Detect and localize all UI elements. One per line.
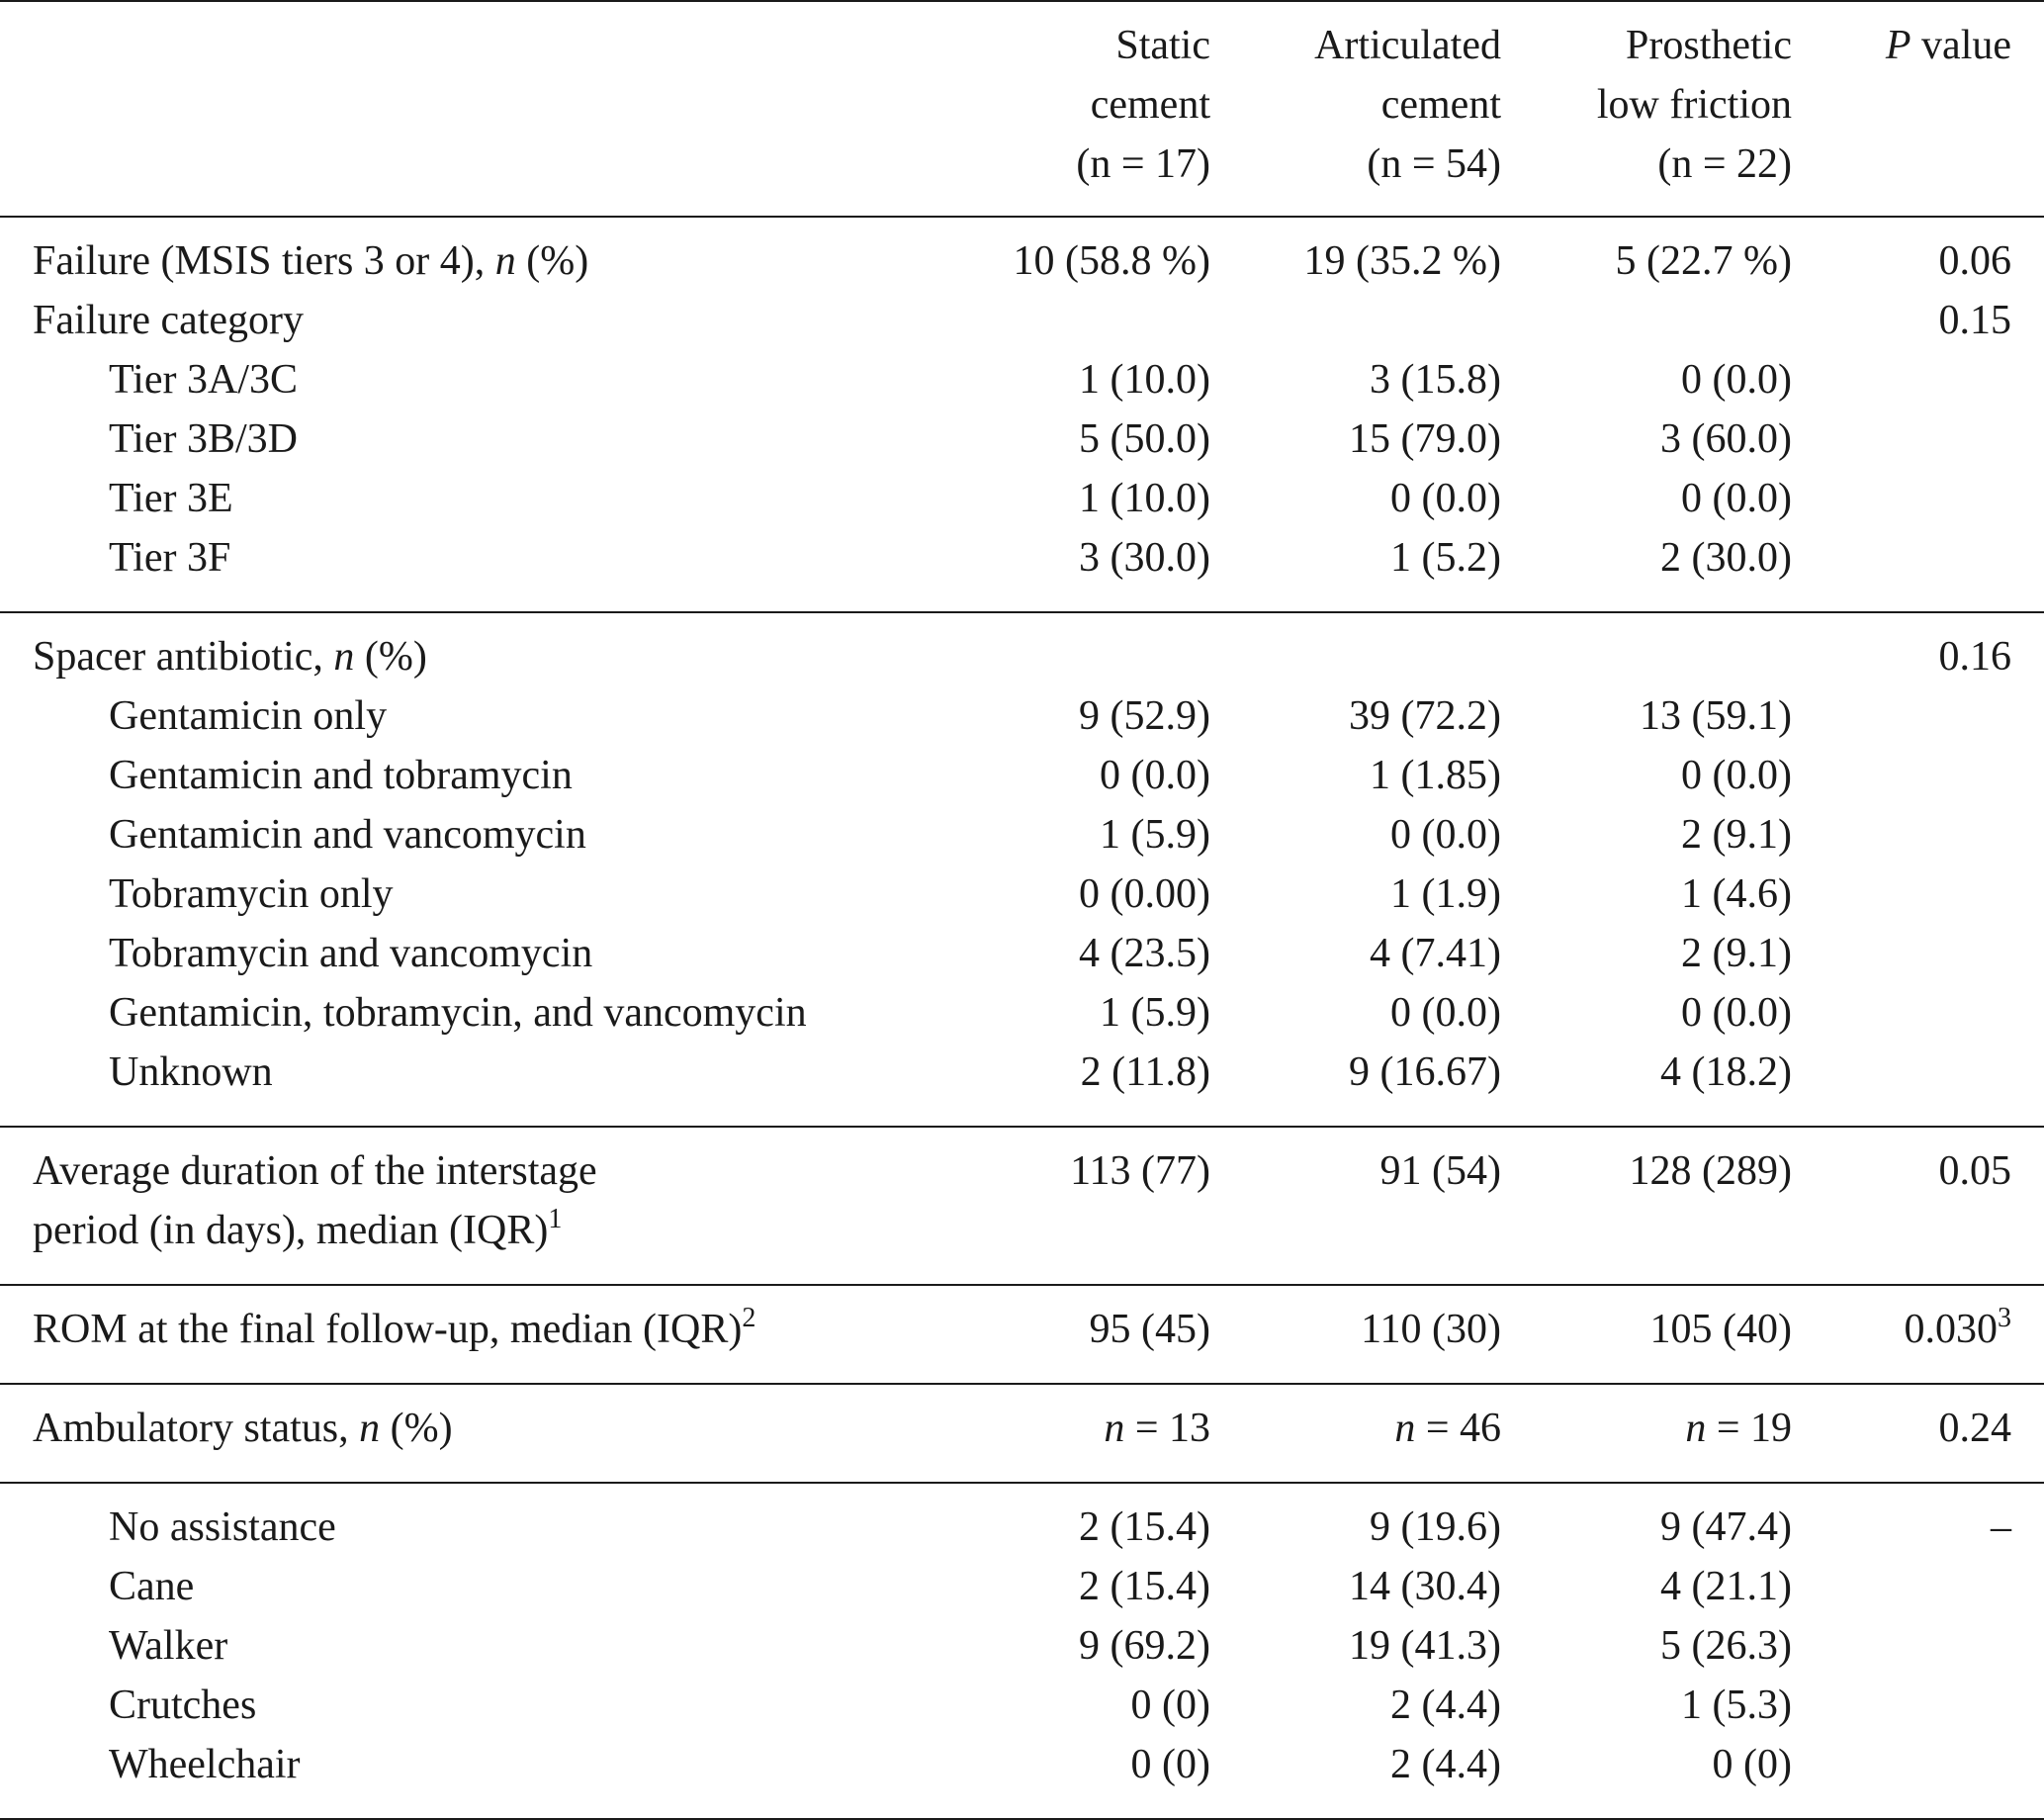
footnote-marker: 2 (742, 1303, 756, 1333)
ambulatory-section (0, 1384, 2044, 1483)
cell: 0 (0.0) (1390, 476, 1501, 521)
table-header (0, 1, 2044, 217)
cell: n = 19 (1501, 1384, 1792, 1483)
cell: 0 (0) (949, 1735, 1210, 1819)
cell: 19 (41.3) (1349, 1623, 1501, 1669)
cell: n = 46 (1210, 1384, 1501, 1483)
pvalue-cell: 0.06 (1792, 217, 2044, 291)
row-label: Gentamicin, tobramycin, and vancomycin (109, 990, 807, 1036)
row-label: Tier 3A/3C (109, 357, 298, 403)
cell: 0 (0.00) (1079, 871, 1210, 917)
failure-label: Failure (MSIS tiers 3 or 4), n (%) (0, 217, 949, 291)
cell: 3 (30.0) (1079, 535, 1210, 581)
table-row (0, 1735, 2044, 1819)
rom-label: ROM at the final follow-up, median (IQR)$^2$ (0, 1285, 949, 1384)
cell: 2 (4.4) (1210, 1735, 1501, 1819)
row-label: Gentamicin and vancomycin (109, 812, 586, 858)
table-row (0, 612, 2044, 686)
cell: 0 (0) (1130, 1683, 1210, 1728)
table-row (0, 1616, 2044, 1676)
cell: 9 (52.9) (1079, 693, 1210, 739)
cell: 0 (0.0) (1390, 990, 1501, 1036)
row-label: Wheelchair (0, 1735, 949, 1819)
failure-category-label: Failure category (33, 298, 305, 343)
header-static-line2: cement (1090, 82, 1210, 128)
cell: 4 (18.2) (1660, 1049, 1792, 1095)
cell: 1 (10.0) (1079, 357, 1210, 403)
cell: 3 (15.8) (1370, 357, 1501, 403)
header-articulated-line1: Articulated (1210, 1, 1501, 75)
cell: 4 (7.41) (1370, 931, 1501, 976)
cell: 4 (21.1) (1660, 1564, 1792, 1609)
table-row (0, 1676, 2044, 1735)
row-label: Tier 3B/3D (109, 416, 298, 462)
table-row (0, 1043, 2044, 1127)
assistance-section (0, 1483, 2044, 1819)
cell: 5 (22.7 %) (1501, 217, 1792, 291)
row-label: Tier 3F (109, 535, 231, 581)
cell: 1 (4.6) (1681, 871, 1792, 917)
table-row (0, 350, 2044, 410)
rom-section (0, 1285, 2044, 1384)
table-row (0, 217, 2044, 291)
table-row (0, 746, 2044, 805)
cell: 2 (9.1) (1681, 931, 1792, 976)
row-label: Tobramycin only (109, 871, 394, 917)
cell: 2 (15.4) (949, 1483, 1210, 1557)
row-label: Tier 3E (109, 476, 233, 521)
cell: 0 (0.0) (1681, 357, 1792, 403)
cell: 39 (72.2) (1349, 693, 1501, 739)
header-prosthetic-line3: (n = 22) (1657, 141, 1792, 187)
cell: 3 (60.0) (1660, 416, 1792, 462)
cell: 2 (9.1) (1681, 812, 1792, 858)
cell: 13 (59.1) (1640, 693, 1792, 739)
cell: 91 (54) (1210, 1127, 1501, 1201)
cell: 110 (30) (1210, 1285, 1501, 1384)
table-row (0, 291, 2044, 350)
table-row (0, 1127, 2044, 1201)
cell: 2 (15.4) (1079, 1564, 1210, 1609)
pvalue-cell: 0.030$^3$ (1792, 1285, 2044, 1384)
pvalue-cell: 0.15 (1938, 298, 2011, 343)
cell: 1 (10.0) (1079, 476, 1210, 521)
spacer-section (0, 612, 2044, 1127)
table-row (0, 410, 2044, 469)
pvalue-cell: 0.16 (1792, 612, 2044, 686)
duration-label-line2: period (in days), median (IQR)$^1$ (33, 1204, 563, 1253)
cell: 14 (30.4) (1349, 1564, 1501, 1609)
cell: 1 (1.85) (1370, 753, 1501, 798)
header-prosthetic-line2: low friction (1596, 82, 1792, 128)
table-row (0, 983, 2044, 1043)
cell: 9 (69.2) (1079, 1623, 1210, 1669)
table-row (0, 686, 2044, 746)
cell: 9 (19.6) (1210, 1483, 1501, 1557)
row-label: Unknown (109, 1049, 273, 1095)
table-row (0, 1483, 2044, 1557)
cell: 2 (4.4) (1390, 1683, 1501, 1728)
cell: 95 (45) (949, 1285, 1210, 1384)
duration-label-line1: Average duration of the interstage (0, 1127, 949, 1201)
row-label: Tobramycin and vancomycin (109, 931, 593, 976)
header-pvalue-p: P (1885, 23, 1911, 68)
cell: 1 (5.9) (1100, 812, 1210, 858)
cell: 128 (289) (1501, 1127, 1792, 1201)
cell: 1 (5.2) (1390, 535, 1501, 581)
row-label: Walker (109, 1623, 228, 1669)
cell: 0 (0.0) (1681, 476, 1792, 521)
cell: 15 (79.0) (1349, 416, 1501, 462)
row-label: No assistance (0, 1483, 949, 1557)
cell: 9 (16.67) (1349, 1049, 1501, 1095)
row-label: Cane (109, 1564, 195, 1609)
header-prosthetic-line1: Prosthetic (1501, 1, 1792, 75)
duration-section (0, 1127, 2044, 1285)
table-row (0, 528, 2044, 612)
cell: 1 (5.3) (1681, 1683, 1792, 1728)
footnote-marker: 3 (1998, 1303, 2011, 1333)
cell: 4 (23.5) (1079, 931, 1210, 976)
table-row (0, 864, 2044, 924)
table-row (0, 1201, 2044, 1285)
failure-section (0, 217, 2044, 612)
ambulatory-label: Ambulatory status, n (%) (0, 1384, 949, 1483)
cell: 9 (47.4) (1501, 1483, 1792, 1557)
header-static-line1: Static (949, 1, 1210, 75)
cell: 19 (35.2 %) (1210, 217, 1501, 291)
table-row (0, 805, 2044, 864)
cell: 2 (11.8) (1080, 1049, 1210, 1095)
header-pvalue (1792, 1, 2044, 75)
cell: 1 (5.9) (1100, 990, 1210, 1036)
cell: 0 (0) (1501, 1735, 1792, 1819)
row-label: Gentamicin only (109, 693, 388, 739)
spacer-label: Spacer antibiotic, n (%) (0, 612, 949, 686)
header-articulated-line2: cement (1380, 82, 1501, 128)
cell: 2 (30.0) (1660, 535, 1792, 581)
cell: 0 (0.0) (1100, 753, 1210, 798)
table-row (0, 469, 2044, 528)
header-pvalue-rest: value (1911, 23, 2011, 68)
pvalue-cell: 0.05 (1792, 1127, 2044, 1201)
cell: 5 (26.3) (1660, 1623, 1792, 1669)
table-row (0, 924, 2044, 983)
header-articulated-line3: (n = 54) (1367, 141, 1501, 187)
table-row (0, 1384, 2044, 1483)
pvalue-cell: 0.24 (1792, 1384, 2044, 1483)
pvalue-cell: – (1792, 1483, 2044, 1557)
footnote-marker: 1 (548, 1204, 563, 1234)
table-row (0, 1285, 2044, 1384)
cell: n = 13 (949, 1384, 1210, 1483)
table-row (0, 1557, 2044, 1616)
cell: 5 (50.0) (1079, 416, 1210, 462)
cell: 10 (58.8 %) (949, 217, 1210, 291)
cell: 1 (1.9) (1390, 871, 1501, 917)
cell: 0 (0.0) (1390, 812, 1501, 858)
cell: 0 (0.0) (1681, 753, 1792, 798)
cell: 0 (0.0) (1681, 990, 1792, 1036)
row-label: Crutches (109, 1683, 257, 1728)
row-label: Gentamicin and tobramycin (109, 753, 573, 798)
header-static-line3: (n = 17) (1076, 141, 1210, 187)
cell: 105 (40) (1501, 1285, 1792, 1384)
header-blank (0, 1, 949, 75)
cell: 113 (77) (949, 1127, 1210, 1201)
